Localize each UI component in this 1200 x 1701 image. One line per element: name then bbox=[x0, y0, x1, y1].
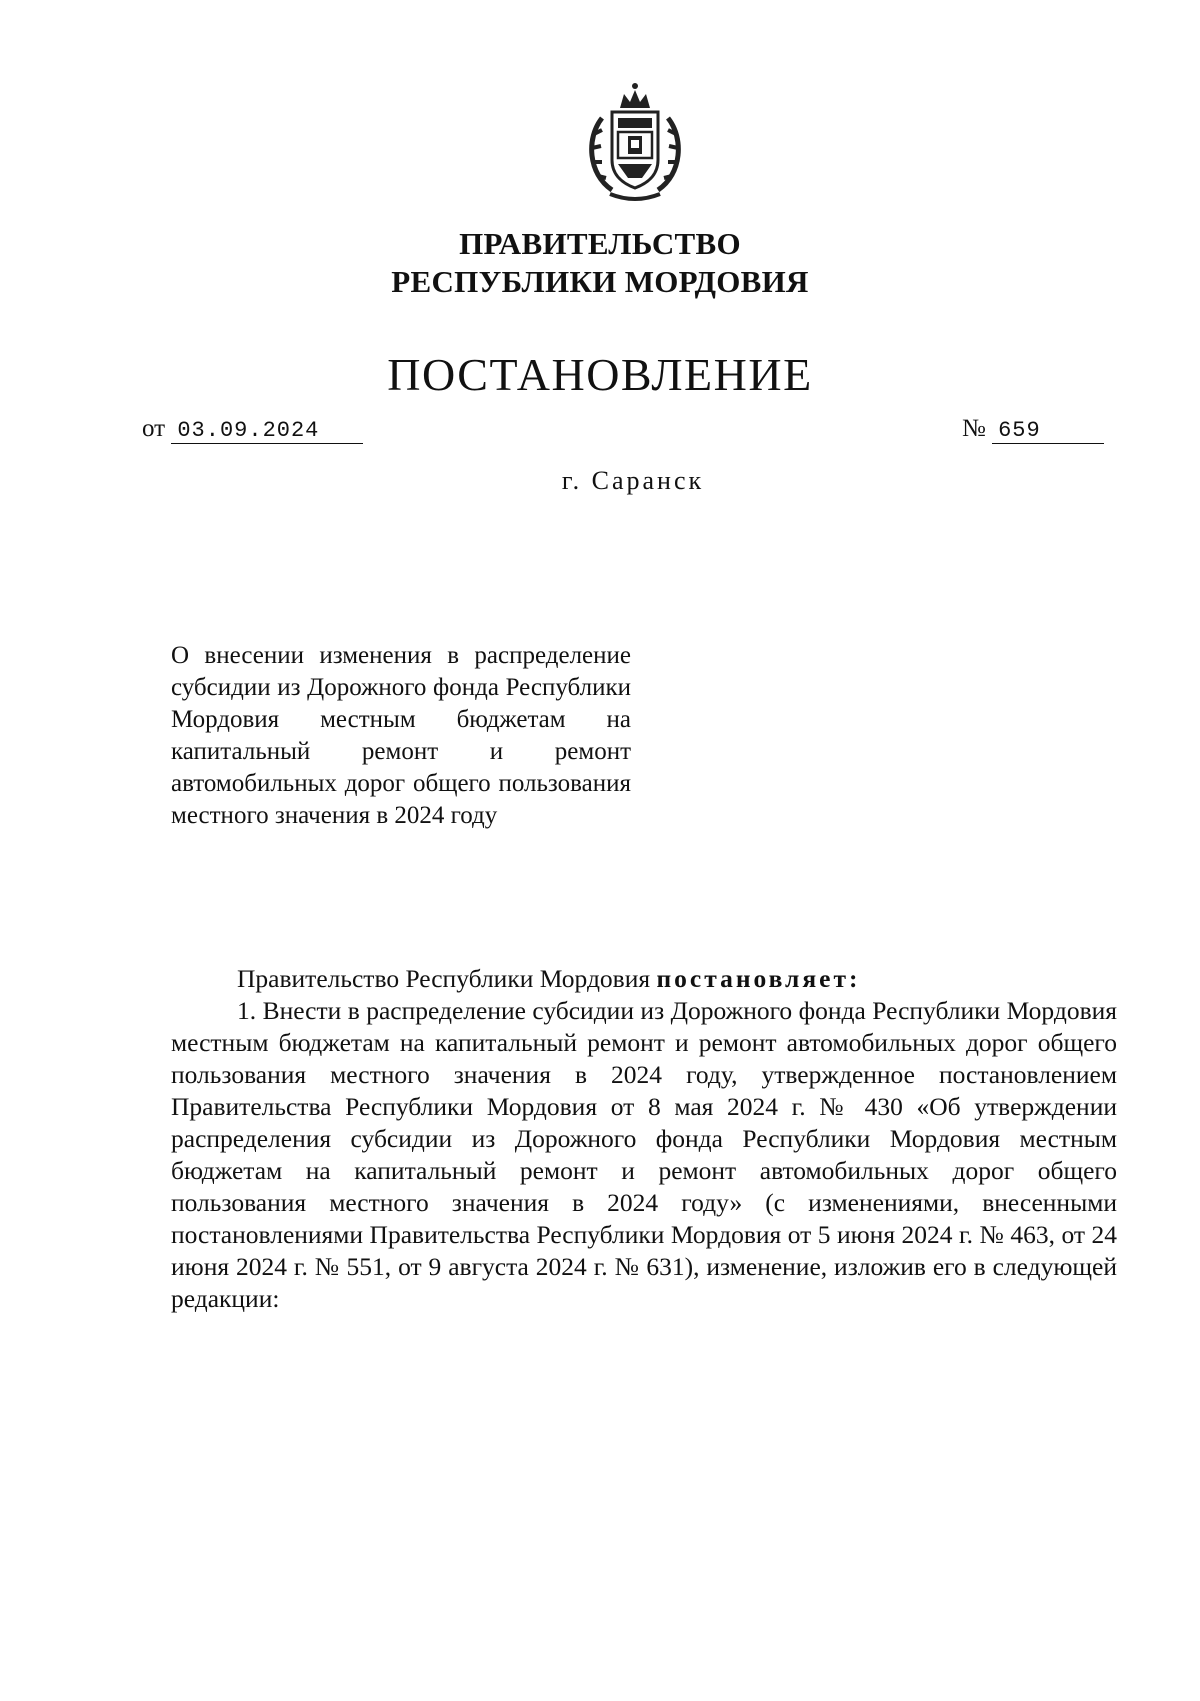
document-date bbox=[142, 415, 363, 444]
organization-name-line1: ПРАВИТЕЛЬСТВО bbox=[459, 226, 741, 261]
document-subject: О внесении изменения в распределение субсидии из Дорожного фонда Республики Мордовия местным бюджетам на капитальный ремонт и ремонт автомобильных дорог общего пользования местного значения в 2024 году bbox=[171, 642, 631, 829]
document-type-title: ПОСТАНОВЛЕНИЕ bbox=[387, 349, 813, 400]
coat-of-arms-emblem-icon bbox=[580, 78, 690, 206]
paragraph-1: 1. Внести в распределение субсидии из Дорожного фонда Республики Мордовия местным бюджетам на капитальный ремонт и ремонт автомобильных дорог общего пользования местного значения в 2024 году, утвержденное постановлением Правительства Республики Мордовия от 8 мая 2024 г. № 430 «Об утверждении распределения субсидии из Дорожного фонда Республики Мордовия местным бюджетам на капитальный ремонт и ремонт автомобильных дорог общего пользования местного значения в 2024 году» (с изменениями, внесенными постановлениями Правительства Республики Мордовия от 5 июня 2024 г. № 463, от 24 июня 2024 г. № 551, от 9 августа 2024 г. № 631), изменение, изложив его в следующей редакции: bbox=[171, 996, 1117, 1313]
organization-name-line2: РЕСПУБЛИКИ МОРДОВИЯ bbox=[391, 264, 809, 299]
document-body bbox=[171, 963, 1117, 1315]
intro-text: Правительство Республики Мордовия bbox=[237, 964, 651, 993]
intro-paragraph bbox=[171, 963, 1117, 995]
date-prefix: от bbox=[142, 415, 166, 442]
intro-verb: постановляет: bbox=[656, 964, 861, 993]
document-number bbox=[962, 415, 1104, 444]
city-name: г. Саранск bbox=[561, 466, 705, 495]
number-prefix: № bbox=[962, 415, 986, 442]
date-value: 03.09.2024 bbox=[171, 418, 363, 444]
number-value: 659 bbox=[992, 418, 1104, 444]
